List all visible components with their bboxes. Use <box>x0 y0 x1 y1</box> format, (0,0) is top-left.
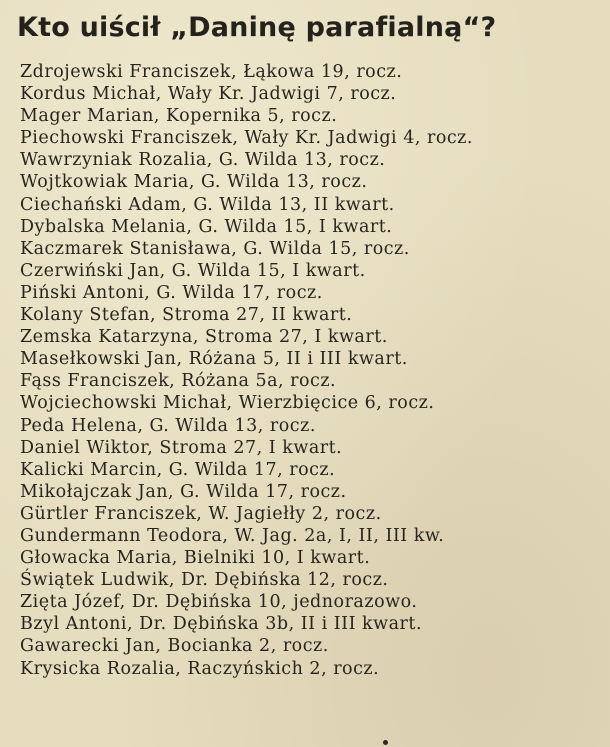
donor-entry: Masełkowski Jan, Różana 5, II i III kwart. <box>20 349 408 370</box>
donor-entry: Piechowski Franciszek, Wały Kr. Jadwigi 4, rocz. <box>20 128 473 149</box>
donor-entry: Piński Antoni, G. Wilda 17, rocz. <box>20 282 323 303</box>
donor-entry: Kalicki Marcin, G. Wilda 17, rocz. <box>20 459 336 480</box>
donor-entry: Zięta Józef, Dr. Dębińska 10, jednorazowo. <box>20 592 418 613</box>
donor-entry: Czerwiński Jan, G. Wilda 15, I kwart. <box>20 260 366 281</box>
donor-entry: Peda Helena, G. Wilda 13, rocz. <box>20 415 316 436</box>
clipping-title: Kto uiścił „Daninę parafialną“? <box>17 12 497 43</box>
donor-entry: Świątek Ludwik, Dr. Dębińska 12, rocz. <box>20 570 389 591</box>
donor-entry: Kolany Stefan, Stroma 27, II kwart. <box>20 305 353 326</box>
donor-entry: Gawarecki Jan, Bocianka 2, rocz. <box>20 636 329 657</box>
donor-entry: Wawrzyniak Rozalia, G. Wilda 13, rocz. <box>20 150 386 171</box>
donor-entry: Fąss Franciszek, Różana 5a, rocz. <box>20 371 337 392</box>
donor-entry: Ciechański Adam, G. Wilda 13, II kwart. <box>20 194 395 215</box>
donor-entry: Mikołajczak Jan, G. Wilda 17, rocz. <box>20 481 347 502</box>
donor-entry: Daniel Wiktor, Stroma 27, I kwart. <box>20 437 343 458</box>
donor-entry: Krysicka Rozalia, Raczyńskich 2, rocz. <box>20 658 380 679</box>
donor-entry: Gürtler Franciszek, W. Jagiełły 2, rocz. <box>20 503 382 524</box>
donor-entry: Mager Marian, Kopernika 5, rocz. <box>20 106 338 127</box>
donor-entry: Bzyl Antoni, Dr. Dębińska 3b, II i III kwart. <box>20 614 423 635</box>
donor-entry: Zdrojewski Franciszek, Łąkowa 19, rocz. <box>20 62 403 82</box>
donor-entry: Dybalska Melania, G. Wilda 15, I kwart. <box>20 216 393 237</box>
donor-entry: Wojtkowiak Maria, G. Wilda 13, rocz. <box>20 172 368 193</box>
donor-entry: Głowacka Maria, Bielniki 10, I kwart. <box>20 548 371 569</box>
donor-entry: Gundermann Teodora, W. Jag. 2a, I, II, III kw. <box>20 525 445 546</box>
donor-entry: Kaczmarek Stanisława, G. Wilda 15, rocz. <box>20 238 410 259</box>
ink-speck <box>383 740 388 745</box>
donor-list <box>20 61 473 680</box>
donor-entry: Zemska Katarzyna, Stroma 27, I kwart. <box>20 327 388 348</box>
donor-entry: Kordus Michał, Wały Kr. Jadwigi 7, rocz. <box>20 84 397 105</box>
donor-entry: Wojciechowski Michał, Wierzbięcice 6, rocz. <box>20 393 435 414</box>
